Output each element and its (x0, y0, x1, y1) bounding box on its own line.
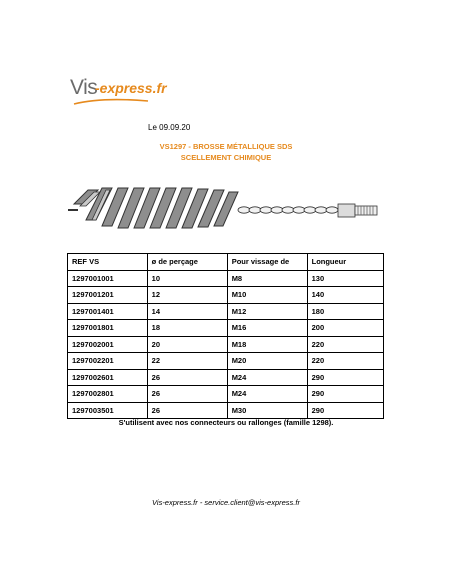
cell-ref: 1297002201 (68, 353, 148, 370)
cell-ref: 1297001401 (68, 303, 148, 320)
cell-diameter: 26 (147, 386, 227, 403)
table-row (68, 336, 384, 353)
logo-vis-text: Vis (70, 76, 98, 99)
cell-diameter: 26 (147, 369, 227, 386)
cell-length: 200 (307, 320, 383, 337)
cell-length: 130 (307, 270, 383, 287)
twisted-wire-shaft (238, 207, 338, 213)
cell-screw: M24 (227, 369, 307, 386)
cell-screw: M10 (227, 287, 307, 304)
logo-swoosh-icon (72, 98, 150, 106)
cell-diameter: 18 (147, 320, 227, 337)
wire-brush-illustration (66, 180, 386, 244)
product-spec-table (67, 253, 384, 419)
table-row (68, 320, 384, 337)
product-title-line2: SCELLEMENT CHIMIQUE (180, 153, 272, 162)
cell-length: 290 (307, 402, 383, 419)
cell-ref: 1297002801 (68, 386, 148, 403)
cell-screw: M24 (227, 386, 307, 403)
cell-diameter: 14 (147, 303, 227, 320)
cell-length: 290 (307, 386, 383, 403)
table-row (68, 386, 384, 403)
cell-length: 180 (307, 303, 383, 320)
cell-ref: 1297001801 (68, 320, 148, 337)
table-header-row (68, 254, 384, 271)
usage-note: S'utilisent avec nos connecteurs ou rallonges (famille 1298). (118, 418, 334, 427)
footer-contact: Vis-express.fr - service.client@vis-express.fr (152, 498, 300, 507)
document-date: Le 09.09.20 (148, 123, 191, 132)
product-title-line1: VS1297 - BROSSE MÉTALLIQUE SDS (159, 142, 293, 151)
header-screw-size: Pour vissage de (227, 254, 307, 271)
cell-length: 220 (307, 336, 383, 353)
header-length: Longueur (307, 254, 383, 271)
logo-domain-text: -express.fr (95, 80, 167, 96)
table-row (68, 369, 384, 386)
table-row (68, 270, 384, 287)
cell-diameter: 26 (147, 402, 227, 419)
cell-diameter: 10 (147, 270, 227, 287)
cell-ref: 1297002601 (68, 369, 148, 386)
vis-express-logo (70, 76, 190, 106)
cell-ref: 1297002001 (68, 336, 148, 353)
cell-length: 290 (307, 369, 383, 386)
header-ref: REF VS (68, 254, 148, 271)
cell-length: 140 (307, 287, 383, 304)
header-drill-diameter: ø de perçage (147, 254, 227, 271)
table-row (68, 353, 384, 370)
table-row (68, 303, 384, 320)
cell-diameter: 20 (147, 336, 227, 353)
cell-ref: 1297001001 (68, 270, 148, 287)
cell-diameter: 22 (147, 353, 227, 370)
cell-ref: 1297001201 (68, 287, 148, 304)
cell-screw: M16 (227, 320, 307, 337)
cell-screw: M30 (227, 402, 307, 419)
cell-diameter: 12 (147, 287, 227, 304)
table-row (68, 402, 384, 419)
cell-screw: M12 (227, 303, 307, 320)
cell-screw: M18 (227, 336, 307, 353)
cell-length: 220 (307, 353, 383, 370)
cell-ref: 1297003501 (68, 402, 148, 419)
cell-screw: M8 (227, 270, 307, 287)
table-row (68, 287, 384, 304)
cell-screw: M20 (227, 353, 307, 370)
threaded-connector (338, 204, 377, 217)
